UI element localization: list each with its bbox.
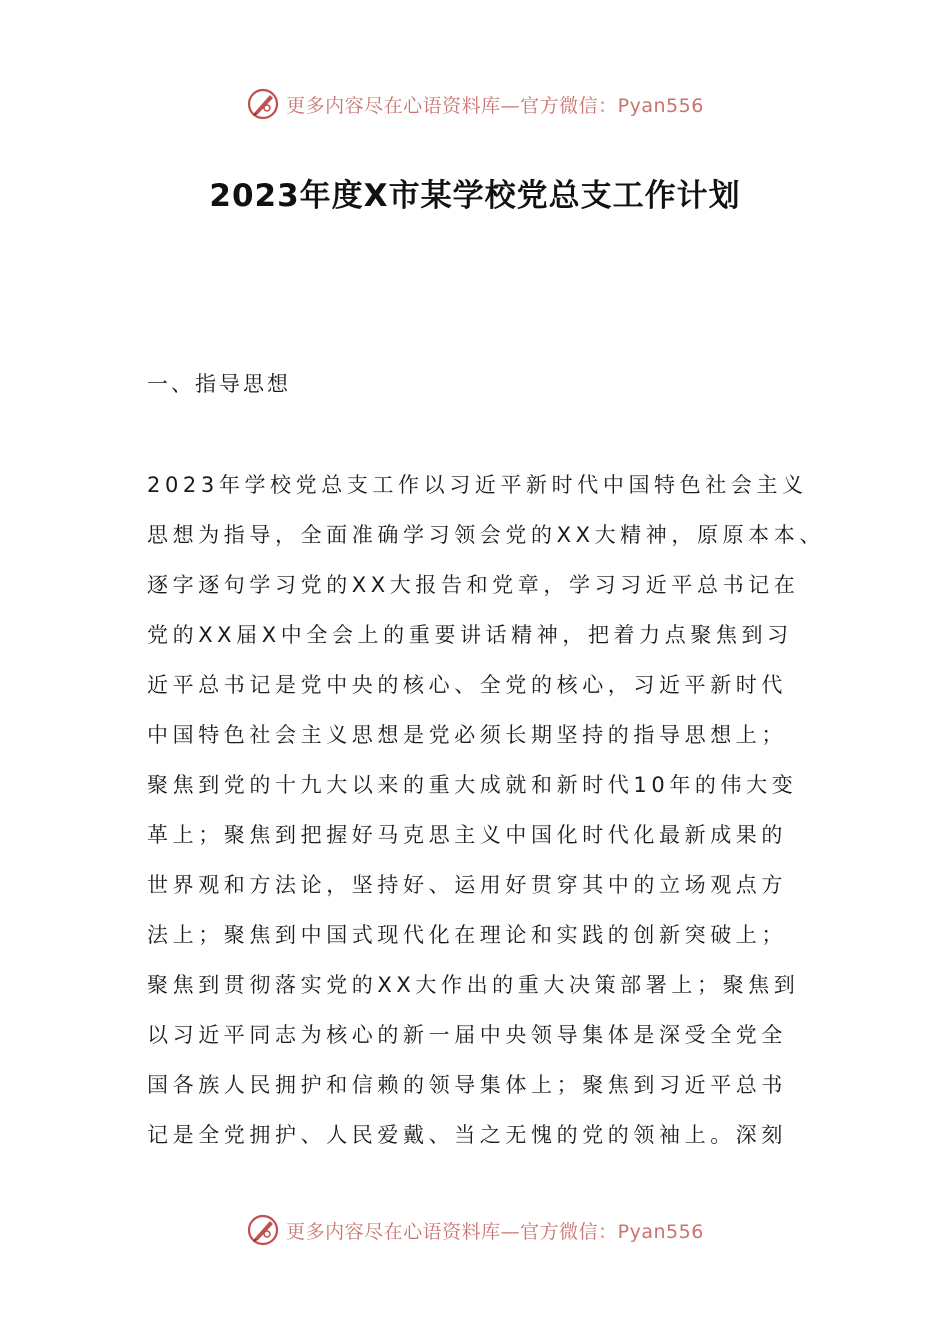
paragraph-line: 记是全党拥护、人民爱戴、当之无愧的党的领袖上。深刻: [147, 1123, 787, 1147]
paragraph-line: 逐字逐句学习党的XX大报告和党章，学习习近平总书记在: [147, 573, 800, 597]
paragraph-line: 思想为指导，全面准确学习领会党的XX大精神，原原本本、: [147, 523, 825, 547]
document-title: 2023年度X市某学校党总支工作计划: [209, 178, 741, 214]
header-banner-text: 更多内容尽在心语资料库—官方微信：: [286, 94, 618, 117]
body-paragraph: [147, 460, 825, 1160]
pen-seal-icon: [246, 1213, 280, 1247]
footer-banner-wechat: Pyan556: [617, 1220, 704, 1243]
footer-banner-text: 更多内容尽在心语资料库—官方微信：: [286, 1220, 618, 1243]
paragraph-line: 中国特色社会主义思想是党必须长期坚持的指导思想上；: [147, 723, 787, 747]
footer-banner: [0, 1210, 950, 1250]
section-heading: 一、指导思想: [147, 372, 291, 396]
paragraph-line: 国各族人民拥护和信赖的领导集体上；聚焦到习近平总书: [147, 1073, 787, 1097]
paragraph-line: 2023年学校党总支工作以习近平新时代中国特色社会主义: [147, 473, 808, 497]
paragraph-line: 聚焦到贯彻落实党的XX大作出的重大决策部署上；聚焦到: [147, 973, 800, 997]
paragraph-line: 以习近平同志为核心的新一届中央领导集体是深受全党全: [147, 1023, 787, 1047]
pen-seal-icon: [246, 87, 280, 121]
paragraph-line: 世界观和方法论，坚持好、运用好贯穿其中的立场观点方: [147, 873, 787, 897]
paragraph-line: 法上；聚焦到中国式现代化在理论和实践的创新突破上；: [147, 923, 787, 947]
header-banner: [0, 84, 950, 124]
header-banner-wechat: Pyan556: [617, 94, 704, 117]
paragraph-line: 近平总书记是党中央的核心、全党的核心，习近平新时代: [147, 673, 787, 697]
paragraph-line: 革上；聚焦到把握好马克思主义中国化时代化最新成果的: [147, 823, 787, 847]
paragraph-line: 聚焦到党的十九大以来的重大成就和新时代10年的伟大变: [147, 773, 798, 797]
paragraph-line: 党的XX届X中全会上的重要讲话精神，把着力点聚焦到习: [147, 623, 793, 647]
